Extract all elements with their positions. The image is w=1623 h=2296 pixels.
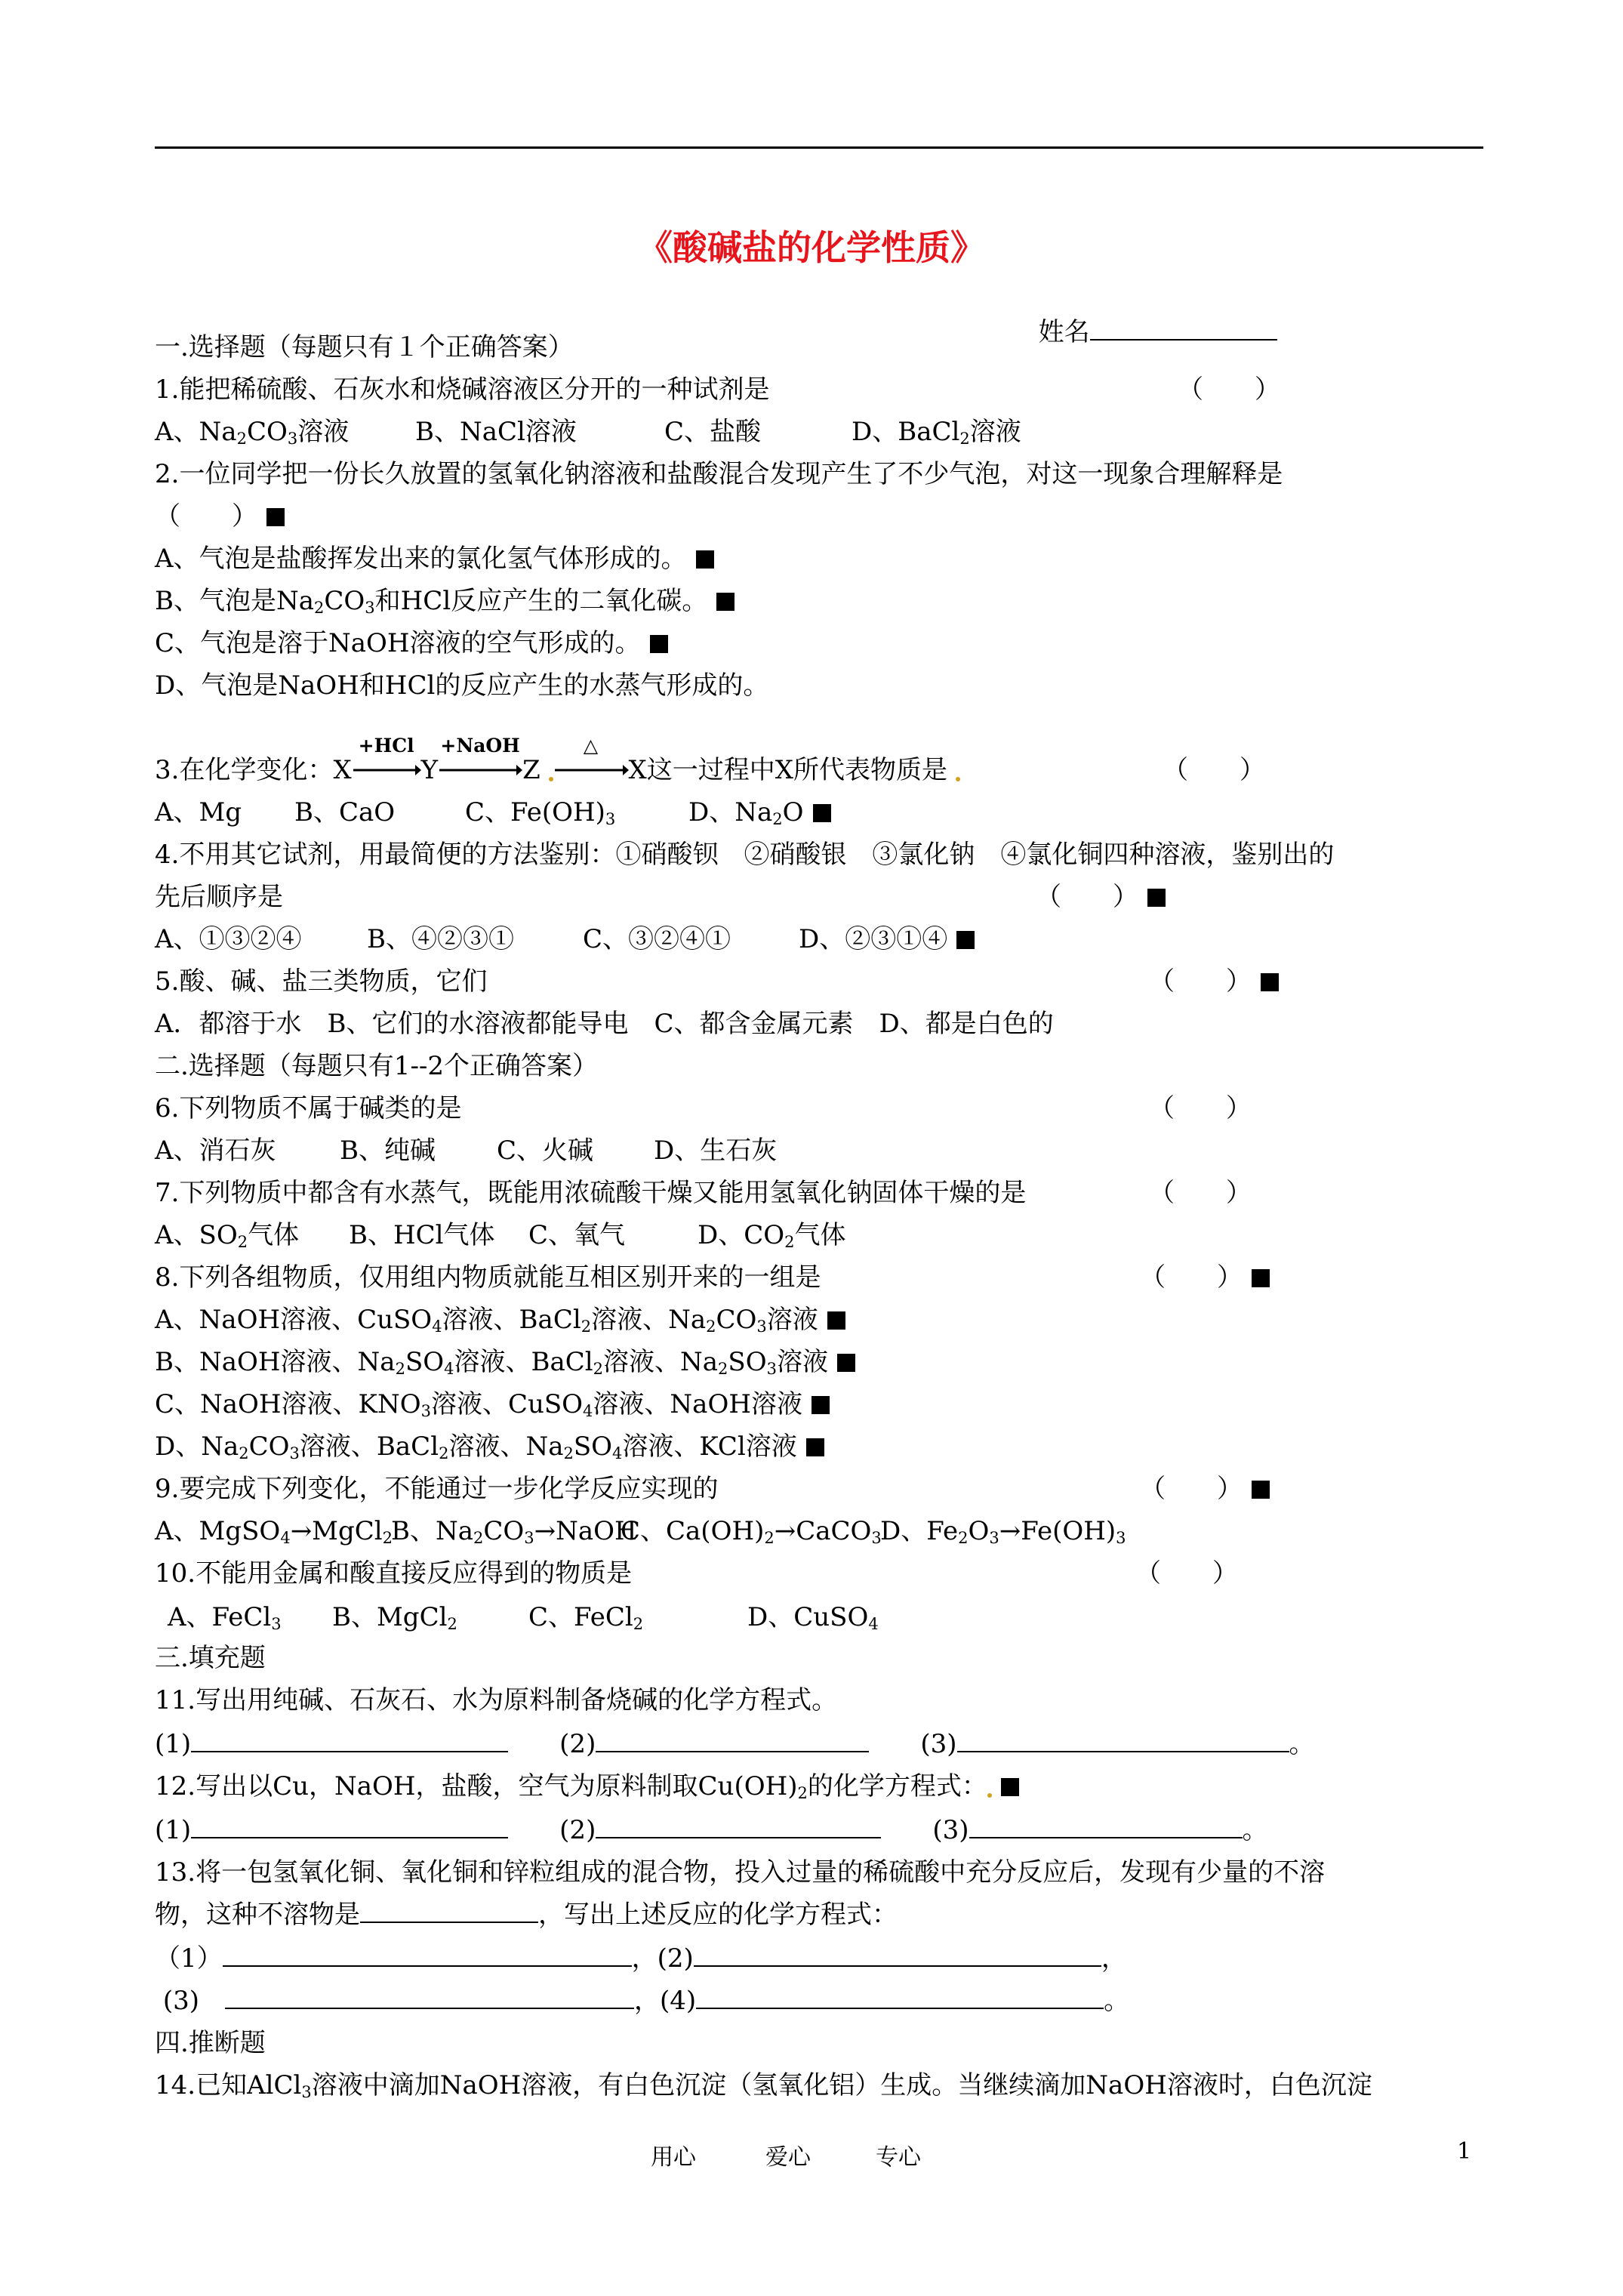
question-13-continuation: 物，这种不溶物是 ，写出上述反应的化学方程式：	[155, 1900, 898, 1930]
question-8-option-b: B、NaOH溶液、$Na_2SO_4$溶液、BaCl$_2$溶液、$Na_2SO_3$溶液	[155, 1347, 855, 1377]
question-4: 4.不用其它试剂，用最简便的方法鉴别：①硝酸钡 ②硝酸银 ③氯化钠 ④氯化铜四种溶液，鉴别出的	[155, 840, 1335, 870]
marker-square	[696, 550, 714, 569]
question-1-option-d: D、BaCl$_2$溶液	[852, 417, 1021, 448]
question-4-option-b: B、④②③①	[367, 924, 514, 954]
question-13: 13.将一包氢氧化铜、氧化铜和锌粒组成的混合物，投入过量的稀硫酸中充分反应后，发现有少量的不溶	[155, 1857, 1326, 1888]
section-1-heading: 一.选择题（每题只有１个正确答案）	[155, 332, 574, 362]
question-9-option-a: A、MgSO$_4$→MgCl$_2$	[155, 1516, 393, 1547]
question-4-paren: （ ）	[1036, 882, 1166, 912]
marker-square	[837, 1354, 855, 1372]
marker-square	[956, 931, 975, 949]
question-4-option-d: D、②③①④	[799, 924, 975, 954]
answer-blank-3[interactable]	[957, 1731, 1289, 1752]
marker-square	[1001, 1778, 1019, 1796]
question-9-option-c: C、$Ca(OH)_2\to CaCO_3$	[621, 1516, 882, 1547]
question-7-option-a: A、$SO_2$气体	[155, 1220, 300, 1251]
section-4-heading: 四.推断题	[155, 2028, 266, 2058]
header-rule	[155, 146, 1483, 149]
question-3-option-c: C、$Fe(OH)_3$	[465, 797, 616, 828]
page-number: 1	[1457, 2138, 1472, 2165]
question-6-paren: （ ）	[1149, 1093, 1252, 1123]
footer-text-3: 专心	[876, 2144, 921, 2171]
answer-blank-1[interactable]	[223, 1946, 632, 1967]
question-8: 8.下列各组物质，仅用组内物质就能互相区别开来的一组是	[155, 1262, 821, 1293]
marker-square	[266, 508, 285, 526]
answer-blank-1[interactable]	[191, 1731, 508, 1752]
question-6-option-c: C、火碱	[497, 1136, 594, 1166]
marker-square	[813, 804, 831, 822]
question-2-option-a: A、气泡是盐酸挥发出来的氯化氢气体形成的。	[155, 544, 714, 574]
name-blank[interactable]	[1090, 319, 1277, 341]
marker-square	[1147, 889, 1166, 907]
question-5: 5.酸、碱、盐三类物质，它们	[155, 966, 488, 997]
question-6-option-d: D、生石灰	[654, 1136, 778, 1166]
question-2-option-d: D、气泡是NaOH和HCl的反应产生的水蒸气形成的。	[155, 670, 769, 701]
question-10-option-a: A、FeCl$_3$	[168, 1602, 282, 1633]
question-4-continuation: 先后顺序是	[155, 882, 283, 912]
answer-blank-3[interactable]	[225, 1988, 634, 2009]
marker-square	[650, 635, 668, 653]
section-3-heading: 三.填充题	[155, 1643, 266, 1673]
question-11-answers: (1) (2) (3) 。	[155, 1729, 1315, 1759]
marker-square	[1252, 1481, 1270, 1499]
question-10-option-c: C、FeCl$_2$	[528, 1602, 644, 1633]
marker-square	[806, 1438, 824, 1456]
question-5-paren: （ ）	[1149, 966, 1279, 997]
marker-square	[1261, 973, 1279, 991]
answer-blank-2[interactable]	[596, 1817, 881, 1838]
question-4-option-a: A、①③②④	[155, 924, 302, 954]
question-10-option-b: B、MgCl$_2$	[332, 1602, 457, 1633]
marker-square	[1252, 1269, 1270, 1287]
question-7-option-d: D、$CO_2$气体	[698, 1220, 846, 1251]
reaction-arrow-2: +NaOH	[438, 755, 522, 785]
insoluble-blank[interactable]	[360, 1902, 538, 1923]
question-14: 14.已知AlCl$_3$溶液中滴加NaOH溶液，有白色沉淀（氢氧化铝）生成。当继续滴加NaOH溶液时，白色沉淀	[155, 2070, 1372, 2101]
answer-blank-2[interactable]	[694, 1946, 1101, 1967]
question-6-option-b: B、纯碱	[340, 1136, 436, 1166]
question-1-paren: （ ）	[1178, 374, 1280, 405]
question-12: 12.写出以Cu，NaOH，盐酸，空气为原料制取$Cu(OH)_2$的化学方程式：	[155, 1771, 1019, 1801]
reaction-arrow-1: +HCl	[352, 755, 421, 785]
question-10: 10.不能用金属和酸直接反应得到的物质是	[155, 1558, 633, 1589]
marker-square	[716, 593, 735, 611]
question-1-text: 1.能把稀硫酸、石灰水和烧碱溶液区分开的一种试剂是	[155, 374, 770, 405]
question-2-paren: （ ）	[155, 501, 285, 532]
question-7-option-b: B、HCl气体	[349, 1220, 495, 1250]
section-2-heading: 二.选择题（每题只有1--2个正确答案）	[155, 1051, 599, 1081]
answer-blank-4[interactable]	[696, 1988, 1104, 2009]
answer-blank-2[interactable]	[596, 1731, 869, 1752]
marker-square	[827, 1311, 845, 1330]
question-1	[155, 374, 769, 405]
question-9-option-b: B、$Na_2CO_3\to NaOH$	[391, 1516, 637, 1547]
reaction-arrow-3: △	[553, 755, 629, 785]
question-1-option-b: B、NaCl溶液	[415, 417, 577, 447]
question-2: 2.一位同学把一份长久放置的氢氧化钠溶液和盐酸混合发现产生了不少气泡，对这一现象合理解释是	[155, 459, 1283, 489]
question-7: 7.下列物质中都含有水蒸气，既能用浓硫酸干燥又能用氢氧化钠固体干燥的是	[155, 1178, 1027, 1208]
question-7-option-c: C、氧气	[528, 1220, 626, 1250]
answer-blank-3[interactable]	[969, 1817, 1243, 1838]
question-13-answers-row2: (3) ，(4) 。	[162, 1986, 1130, 2016]
name-field	[1022, 287, 1277, 347]
question-3: 3.在化学变化：X +HCl Y +NaOH Z △ X这一过程中X所代表物质是	[155, 755, 960, 785]
question-3-option-d: D、$Na_2O$	[688, 797, 831, 827]
question-1-option-c: C、盐酸	[664, 417, 762, 447]
question-4-option-c: C、③②④①	[583, 924, 731, 954]
footer-text-2: 爱心	[765, 2144, 811, 2171]
question-7-paren: （ ）	[1149, 1178, 1252, 1208]
answer-blank-1[interactable]	[191, 1817, 508, 1838]
footer-text-1: 用心	[651, 2144, 696, 2171]
question-9-option-d: D、$Fe_2O_3\to Fe(OH)_3$	[880, 1516, 1126, 1547]
question-2-option-c: C、气泡是溶于NaOH溶液的空气形成的。	[155, 628, 668, 658]
question-10-option-d: D、CuSO$_4$	[747, 1602, 879, 1633]
question-8-option-c: C、NaOH溶液、$KNO_3$溶液、CuSO$_4$溶液、NaOH溶液	[155, 1389, 830, 1419]
question-2-option-b: B、气泡是$Na_2CO_3$和HCl反应产生的二氧化碳。	[155, 586, 735, 616]
question-3-option-a: A、Mg	[155, 797, 242, 827]
question-12-answers: (1) (2) (3) 。	[155, 1815, 1268, 1845]
question-11: 11.写出用纯碱、石灰石、水为原料制备烧碱的化学方程式。	[155, 1685, 838, 1715]
page-title: 《酸碱盐的化学性质》	[638, 227, 985, 268]
question-6-option-a: A、消石灰	[155, 1136, 276, 1166]
question-1-options: A、$Na_2CO_3$溶液	[155, 417, 350, 448]
question-5-options: A．都溶于水 B、它们的水溶液都能导电 C、都含金属元素 D、都是白色的	[155, 1009, 1054, 1039]
question-8-option-a: A、NaOH溶液、CuSO$_4$溶液、BaCl$_2$溶液、$Na_2CO_3$溶液	[155, 1305, 845, 1335]
question-8-paren: （ ）	[1140, 1262, 1270, 1293]
marker-square	[812, 1396, 830, 1414]
question-3-option-b: B、CaO	[294, 797, 396, 827]
question-10-paren: （ ）	[1135, 1558, 1238, 1589]
question-8-option-d: D、$Na_2CO_3$溶液、BaCl$_2$溶液、$Na_2SO_4$溶液、KCl溶液	[155, 1432, 824, 1462]
name-label: 姓名	[1038, 317, 1090, 347]
question-6: 6.下列物质不属于碱类的是	[155, 1093, 462, 1123]
question-9: 9.要完成下列变化，不能通过一步化学反应实现的	[155, 1474, 719, 1504]
question-13-answers-row1: （1） ，(2) ，	[155, 1943, 1127, 1974]
question-3-paren: （ ）	[1163, 755, 1265, 785]
question-9-paren: （ ）	[1140, 1474, 1270, 1504]
